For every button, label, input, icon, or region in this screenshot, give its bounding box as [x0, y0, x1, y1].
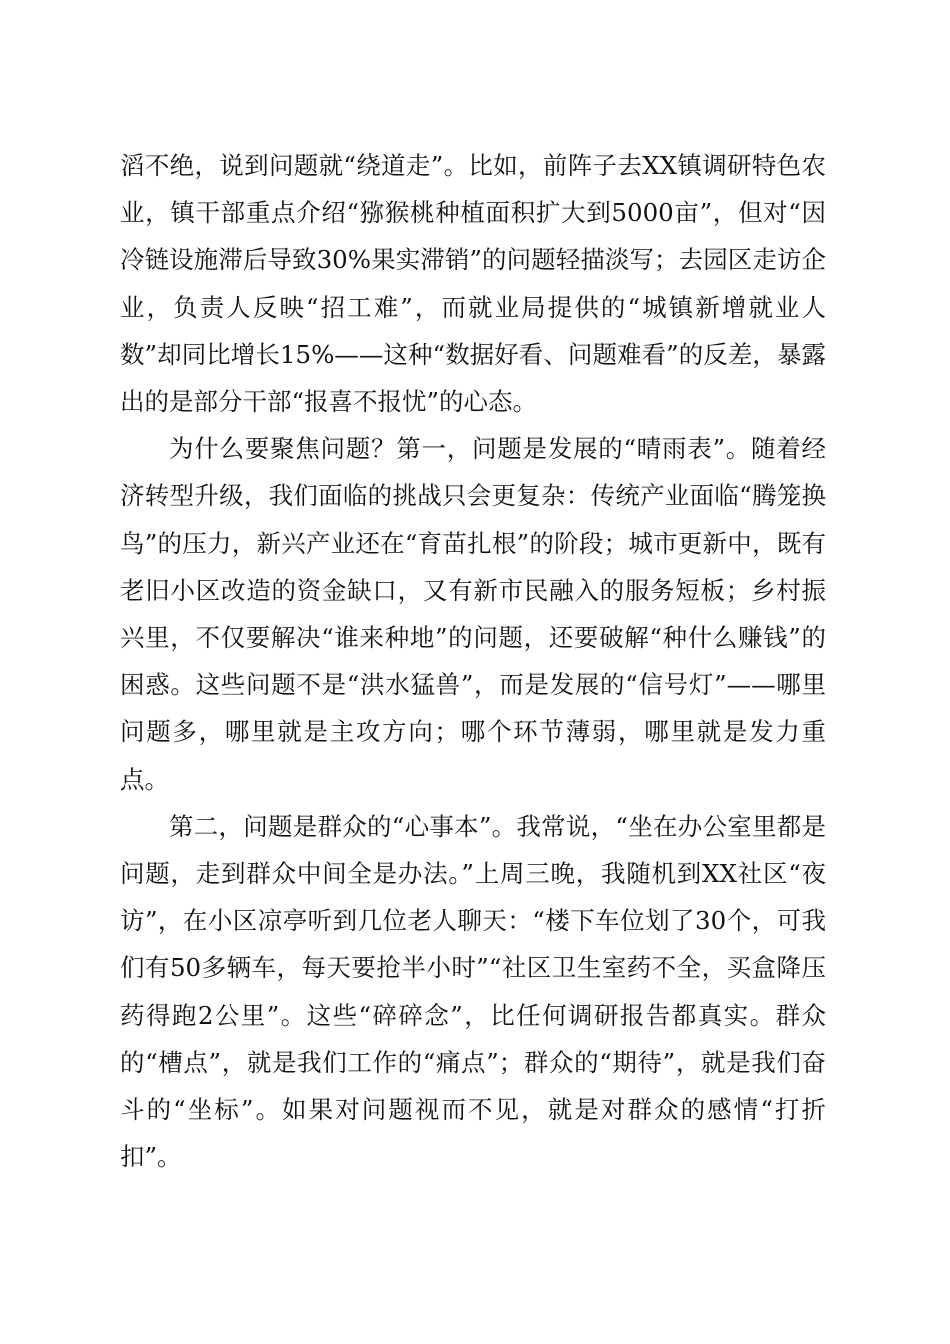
document-body [120, 142, 826, 1180]
paragraph-continuation: 滔不绝，说到问题就“绕道走”。比如，前阵子去XX镇调研特色农业，镇干部重点介绍“猕猴桃种植面积扩大到5000亩”，但对“因冷链设施滞后导致30%果实滞销”的问题轻描淡写；去园区走访企业，负责人反映“招工难”，而就业局提供的“城镇新增就业人数”却同比增长15%——这种“数据好看、问题难看”的反差，暴露出的是部分干部“报喜不报忧”的心态。 [120, 151, 826, 417]
paragraph-why-focus-on-problems: 为什么要聚焦问题？第一，问题是发展的“晴雨表”。随着经济转型升级，我们面临的挑战只会更复杂：传统产业面临“腾笼换鸟”的压力，新兴产业还在“育苗扎根”的阶段；城市更新中，既有老旧小区改造的资金缺口，又有新市民融入的服务短板；乡村振兴里，不仅要解决“谁来种地”的问题，还要破解“种什么赚钱”的困惑。这些问题不是“洪水猛兽”，而是发展的“信号灯”——哪里问题多，哪里就是主攻方向；哪个环节薄弱，哪里就是发力重点。 [120, 434, 826, 794]
paragraph-second-point: 第二，问题是群众的“心事本”。我常说，“坐在办公室里都是问题，走到群众中间全是办法。”上周三晚，我随机到XX社区“夜访”，在小区凉亭听到几位老人聊天：“楼下车位划了30个，可我们有50多辆车，每天要抢半小时”“社区卫生室药不全，买盒降压药得跑2公里”。这些“碎碎念”，比任何调研报告都真实。群众的“槽点”，就是我们工作的“痛点”；群众的“期待”，就是我们奋斗的“坐标”。如果对问题视而不见，就是对群众的感情“打折扣”。 [120, 811, 826, 1172]
